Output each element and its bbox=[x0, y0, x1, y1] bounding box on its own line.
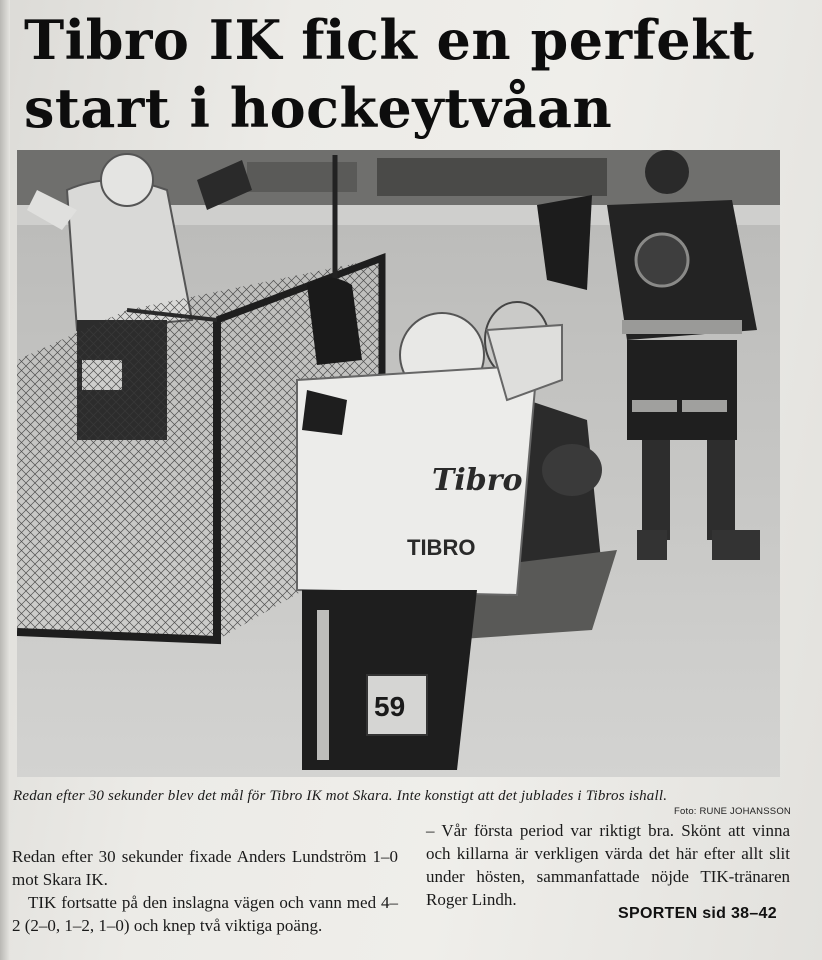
headline bbox=[24, 6, 804, 142]
svg-text:Tibro: Tibro bbox=[432, 463, 523, 498]
jersey-sponsor: TIBRO bbox=[407, 535, 476, 560]
headline-line-1: Tibro IK fick en perfekt bbox=[24, 8, 755, 72]
paragraph-quote: – Vår första period var riktigt bra. Skönt att vinna och killarna är verkligen värda det här efter allt slit under hösten, sammanfattade nöjde TIK-tränaren Roger Lindh. bbox=[426, 821, 790, 909]
jersey-number: 59 bbox=[374, 691, 406, 722]
paragraph-2: TIK fortsatte på den inslagna vägen och vann med 4–2 (2–0, 1–2, 1–0) och knep två viktiga poäng. bbox=[12, 893, 398, 935]
hockey-photo bbox=[17, 150, 780, 777]
photo-caption: Redan efter 30 sekunder blev det mål för Tibro IK mot Skara. Inte konstigt att det jublades i Tibros ishall. bbox=[13, 788, 668, 804]
photo-credit: Foto: RUNE JOHANSSON bbox=[674, 806, 791, 817]
article-column-2 bbox=[426, 819, 790, 911]
headline-line-2: start i hockeytvåan bbox=[24, 76, 613, 140]
sports-section-reference: SPORTEN sid 38–42 bbox=[618, 905, 777, 922]
page-edge-shadow bbox=[0, 0, 10, 960]
article-column-1 bbox=[12, 845, 398, 937]
paragraph-1: Redan efter 30 sekunder fixade Anders Lundström 1–0 mot Skara IK. bbox=[12, 847, 398, 889]
